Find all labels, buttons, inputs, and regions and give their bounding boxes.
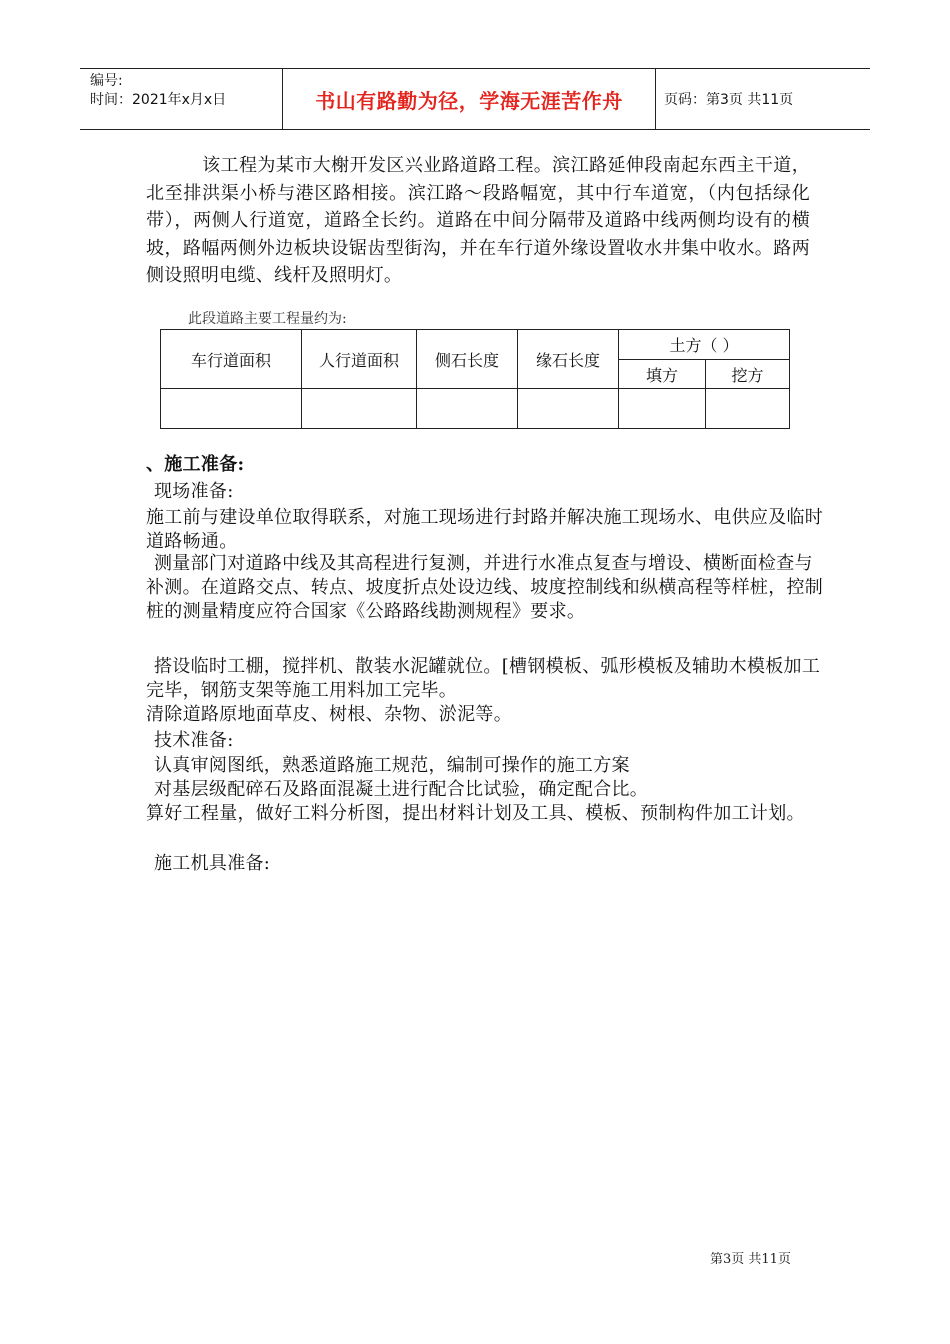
header-meta [80,69,282,129]
site-prep-heading: 现场准备: [154,481,234,502]
table-row [161,389,790,429]
table-caption: 此段道路主要工程量约为: [188,311,347,327]
table-cell [302,389,417,429]
col-cut: 挖方 [706,360,790,389]
page-label: 页码：第3页 共11页 [664,92,794,108]
col-earthwork: 土方（ ） [619,330,790,360]
intro-paragraph [146,152,810,290]
paragraph: 对基层级配碎石及路面混凝土进行配合比试验，确定配合比。 [154,779,649,800]
paragraph: 算好工程量，做好工料分析图，提出材料计划及工具、模板、预制构件加工计划。 [146,803,805,824]
table-cell [706,389,790,429]
tech-prep-heading: 技术准备: [154,730,234,751]
paragraph: 施工前与建设单位取得联系，对施工现场进行封路并解决施工现场水、电供应及临时道路畅通。 [146,507,824,552]
header-motto-cell [282,69,656,129]
header-page-cell [654,69,870,129]
paragraph: 清除道路原地面草皮、树根、杂物、淤泥等。 [146,704,512,725]
col-sidewalk-area: 人行道面积 [302,330,417,389]
motto: 书山有路勤为径，学海无涯苦作舟 [315,88,623,113]
paragraph: 搭设临时工棚，搅拌机、散装水泥罐就位。[槽钢模板、弧形模板及辅助木模板加工完毕，钢筋支架等施工用料加工完毕。 [146,656,821,701]
section-title: 、施工准备: [146,454,245,475]
table-cell [161,389,302,429]
col-edge-stone-length: 缘石长度 [518,330,619,389]
paragraph: 认真审阅图纸，熟悉道路施工规范，编制可操作的施工方案 [154,755,630,776]
time-label: 时间：2021年x月x日 [90,92,227,108]
page-footer: 第3页 共11页 [710,1252,791,1267]
col-curb-length: 侧石长度 [417,330,518,389]
table-cell [518,389,619,429]
quantity-table [160,329,790,429]
intro-text: 该工程为某市大榭开发区兴业路道路工程。滨江路延伸段南起东西主干道，北至排洪渠小桥与港区路相接。滨江路～段路幅宽，其中行车道宽，（内包括绿化带），两侧人行道宽，道路全长约。道路在中间分隔带及道路中线两侧均设有的横坡，路幅两侧外边板块设锯齿型街沟，并在车行道外缘设置收水井集中收水。路两侧设照明电缆、线杆及照明灯。 [146,155,810,286]
paragraph: 测量部门对道路中线及其高程进行复测，并进行水准点复查与增设、横断面检查与补测。在道路交点、转点、坡度折点处设边线、坡度控制线和纵横高程等样桩，控制桩的测量精度应符合国家《公路路线勘测规程》要求。 [146,553,824,622]
col-fill: 填方 [619,360,706,389]
page-header [80,68,870,130]
table-cell [619,389,706,429]
table-cell [417,389,518,429]
number-label: 编号: [90,73,123,89]
col-carriageway-area: 车行道面积 [161,330,302,389]
machine-prep-heading: 施工机具准备: [154,853,271,874]
